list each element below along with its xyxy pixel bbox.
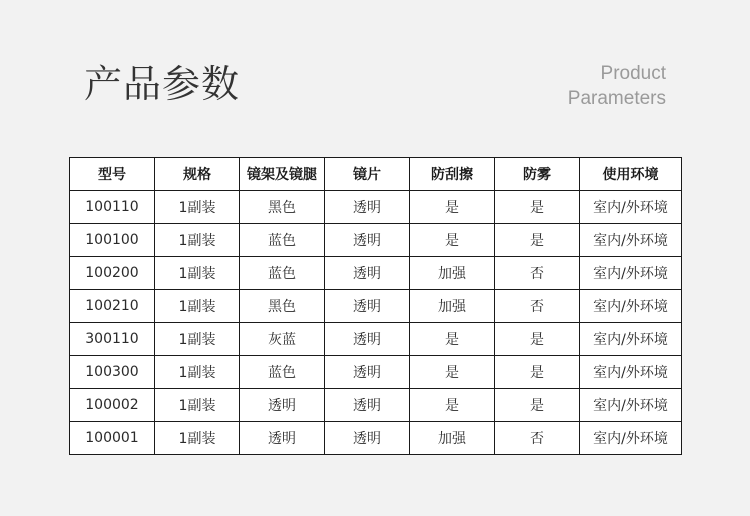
cell-lens: 透明 [325, 290, 410, 323]
cell-anti-fog: 是 [495, 323, 580, 356]
cell-spec: 1副装 [155, 224, 240, 257]
cell-spec: 1副装 [155, 389, 240, 422]
cell-spec: 1副装 [155, 257, 240, 290]
cell-frame: 蓝色 [240, 257, 325, 290]
cell-frame: 灰蓝 [240, 323, 325, 356]
table-row [70, 191, 682, 224]
header-spec: 规格 [155, 158, 240, 191]
cell-scratch-resistant: 是 [410, 323, 495, 356]
cell-model: 100100 [70, 224, 155, 257]
cell-scratch-resistant: 加强 [410, 257, 495, 290]
table-row [70, 356, 682, 389]
cell-scratch-resistant: 加强 [410, 290, 495, 323]
header-model: 型号 [70, 158, 155, 191]
cell-frame: 透明 [240, 422, 325, 455]
cell-environment: 室内/外环境 [580, 356, 682, 389]
table-row [70, 224, 682, 257]
cell-anti-fog: 是 [495, 224, 580, 257]
page-subtitle [568, 61, 666, 111]
cell-model: 100210 [70, 290, 155, 323]
cell-scratch-resistant: 是 [410, 191, 495, 224]
cell-lens: 透明 [325, 257, 410, 290]
cell-spec: 1副装 [155, 323, 240, 356]
table-row [70, 257, 682, 290]
header-frame: 镜架及镜腿 [240, 158, 325, 191]
table-row [70, 389, 682, 422]
cell-anti-fog: 否 [495, 290, 580, 323]
cell-spec: 1副装 [155, 422, 240, 455]
header-environment: 使用环境 [580, 158, 682, 191]
header-scratch-resistant: 防刮擦 [410, 158, 495, 191]
cell-environment: 室内/外环境 [580, 290, 682, 323]
cell-scratch-resistant: 是 [410, 224, 495, 257]
cell-environment: 室内/外环境 [580, 257, 682, 290]
cell-environment: 室内/外环境 [580, 389, 682, 422]
cell-environment: 室内/外环境 [580, 224, 682, 257]
cell-scratch-resistant: 是 [410, 389, 495, 422]
cell-lens: 透明 [325, 224, 410, 257]
cell-model: 100300 [70, 356, 155, 389]
cell-environment: 室内/外环境 [580, 422, 682, 455]
table-body [70, 191, 682, 455]
cell-scratch-resistant: 加强 [410, 422, 495, 455]
cell-anti-fog: 否 [495, 257, 580, 290]
cell-model: 300110 [70, 323, 155, 356]
cell-lens: 透明 [325, 389, 410, 422]
cell-lens: 透明 [325, 356, 410, 389]
subtitle-line-2: Parameters [567, 88, 666, 109]
cell-lens: 透明 [325, 323, 410, 356]
spec-table [69, 157, 682, 455]
table-row [70, 290, 682, 323]
cell-frame: 黑色 [240, 290, 325, 323]
cell-anti-fog: 是 [495, 356, 580, 389]
header-lens: 镜片 [325, 158, 410, 191]
cell-model: 100110 [70, 191, 155, 224]
cell-spec: 1副装 [155, 290, 240, 323]
cell-lens: 透明 [325, 422, 410, 455]
cell-environment: 室内/外环境 [580, 323, 682, 356]
cell-frame: 透明 [240, 389, 325, 422]
cell-frame: 蓝色 [240, 356, 325, 389]
subtitle-line-1: Product [600, 63, 666, 84]
table-row [70, 323, 682, 356]
header-anti-fog: 防雾 [495, 158, 580, 191]
cell-model: 100002 [70, 389, 155, 422]
page-title: 产品参数 [84, 62, 241, 106]
table-row [70, 422, 682, 455]
cell-spec: 1副装 [155, 356, 240, 389]
table-header-row [70, 158, 682, 191]
cell-frame: 蓝色 [240, 224, 325, 257]
cell-anti-fog: 是 [495, 389, 580, 422]
cell-anti-fog: 否 [495, 422, 580, 455]
cell-model: 100001 [70, 422, 155, 455]
cell-anti-fog: 是 [495, 191, 580, 224]
cell-environment: 室内/外环境 [580, 191, 682, 224]
cell-scratch-resistant: 是 [410, 356, 495, 389]
cell-spec: 1副装 [155, 191, 240, 224]
cell-model: 100200 [70, 257, 155, 290]
cell-frame: 黑色 [240, 191, 325, 224]
cell-lens: 透明 [325, 191, 410, 224]
